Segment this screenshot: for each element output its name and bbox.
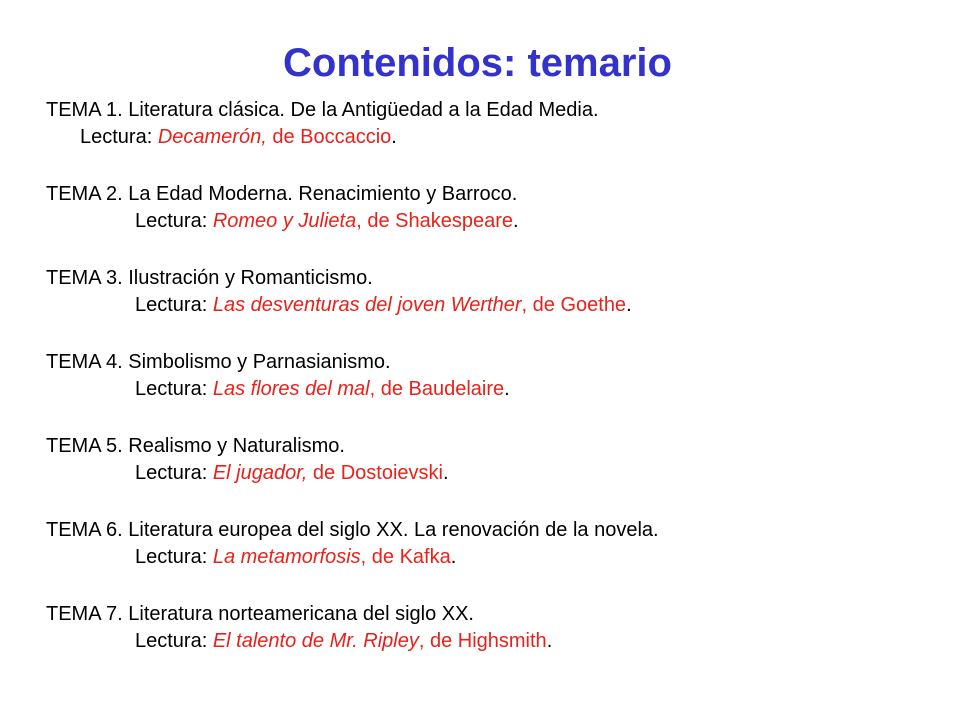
topic-3 — [46, 265, 946, 349]
reading-line — [46, 460, 946, 487]
reading-period: . — [450, 546, 457, 568]
reading-author: Kafka — [399, 546, 451, 568]
reading-line — [46, 124, 946, 151]
reading-prefix: Lectura: — [135, 630, 213, 652]
reading-period: . — [504, 378, 510, 400]
syllabus-list — [46, 97, 946, 685]
reading-period: . — [513, 210, 519, 232]
reading-period: . — [442, 462, 449, 484]
reading-line — [46, 208, 946, 235]
reading-prefix: Lectura: — [135, 462, 213, 484]
reading-line — [46, 376, 946, 403]
reading-period: . — [546, 630, 553, 652]
reading-author: Dostoievski — [340, 462, 443, 484]
reading-title: El jugador, — [212, 462, 308, 484]
topic-heading: TEMA 5. Realismo y Naturalismo. — [46, 435, 345, 457]
reading-title: El talento de Mr. Ripley — [212, 630, 419, 652]
reading-author: Baudelaire — [408, 378, 505, 400]
reading-author: Highsmith — [457, 630, 547, 652]
topic-heading: TEMA 2. La Edad Moderna. Renacimiento y Barroco. — [46, 183, 518, 205]
reading-author: Shakespeare — [395, 210, 514, 232]
topic-7 — [46, 601, 946, 685]
reading-separator: de — [266, 126, 301, 148]
reading-prefix: Lectura: — [80, 126, 158, 148]
reading-author: Goethe — [560, 294, 627, 316]
reading-title: Decamerón, — [157, 126, 267, 148]
topic-heading: TEMA 6. Literatura europea del siglo XX. La renovación de la novela. — [46, 519, 659, 541]
reading-line — [46, 544, 946, 571]
topic-6 — [46, 517, 946, 601]
topic-heading: TEMA 7. Literatura norteamericana del siglo XX. — [46, 603, 474, 625]
reading-title: Romeo y Julieta — [212, 210, 357, 232]
reading-prefix: Lectura: — [135, 210, 213, 232]
reading-separator: , de — [369, 378, 409, 400]
topic-4 — [46, 349, 946, 433]
reading-title: La metamorfosis — [212, 546, 361, 568]
page-title: Contenidos: temario — [283, 41, 672, 85]
topic-heading: TEMA 3. Ilustración y Romanticismo. — [46, 267, 373, 289]
reading-prefix: Lectura: — [135, 294, 213, 316]
reading-line — [46, 292, 946, 319]
reading-separator: , de — [360, 546, 400, 568]
reading-prefix: Lectura: — [135, 546, 213, 568]
topic-5 — [46, 433, 946, 517]
reading-title: Las desventuras del joven Werther — [212, 294, 522, 316]
reading-line — [46, 628, 946, 655]
topic-2 — [46, 181, 946, 265]
reading-prefix: Lectura: — [135, 378, 213, 400]
topic-1 — [46, 97, 946, 181]
reading-author: Boccaccio — [300, 126, 392, 148]
topic-heading: TEMA 4. Simbolismo y Parnasianismo. — [46, 351, 391, 373]
reading-title: Las flores del mal — [212, 378, 370, 400]
reading-separator: , de — [356, 210, 396, 232]
reading-period: . — [626, 294, 632, 316]
reading-separator: , de — [521, 294, 561, 316]
topic-heading: TEMA 1. Literatura clásica. De la Antigüedad a la Edad Media. — [46, 99, 599, 121]
reading-period: . — [391, 126, 397, 148]
reading-separator: de — [307, 462, 341, 484]
reading-separator: , de — [418, 630, 458, 652]
